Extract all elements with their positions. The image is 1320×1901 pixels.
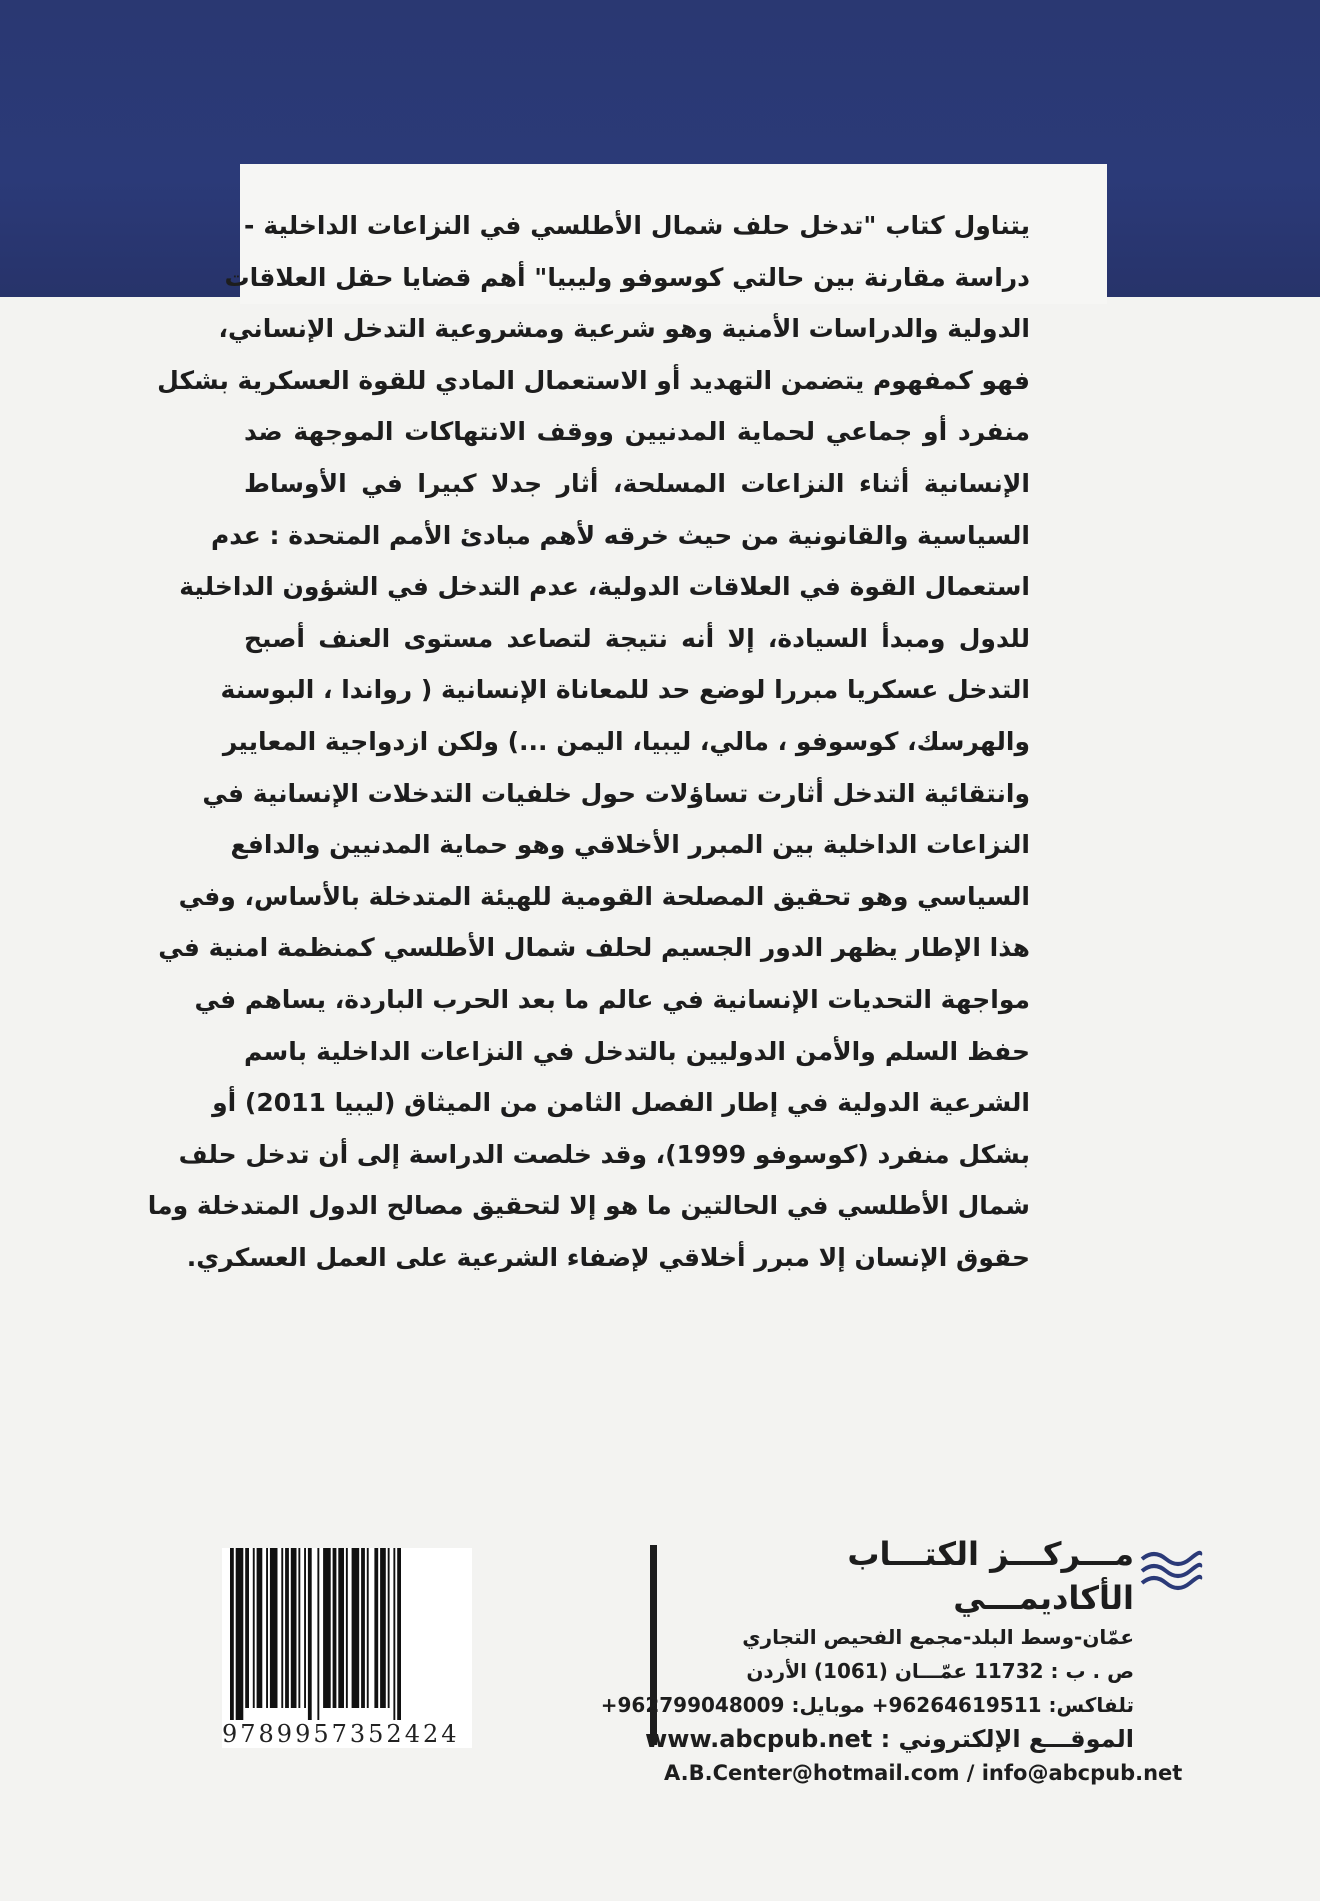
blurb-line: السياسي وهو تحقيق المصلحة القومية للهيئة المتدخلة بالأساس، وفي	[178, 881, 1030, 911]
blurb-line: والهرسك، كوسوفو ، مالي، ليبيا، اليمن ...) ولكن ازدواجية المعايير	[222, 726, 1030, 756]
blurb-line: بشكل منفرد (كوسوفو 1999)، وقد خلصت الدراسة إلى أن تدخل حلف	[178, 1139, 1030, 1169]
blurb-line: فهو كمفهوم يتضمن التهديد أو الاستعمال المادي للقوة العسكرية بشكل	[157, 365, 1030, 395]
barcode-bar	[270, 1548, 278, 1708]
blurb-line: دراسة مقارنة بين حالتي كوسوفو وليبيا" أهم قضايا حقل العلاقات	[224, 262, 1030, 292]
barcode-bar	[361, 1548, 365, 1708]
blurb-line: وانتقائية التدخل أثارت تساؤلات حول خلفيات التدخلات الإنسانية في	[202, 778, 1030, 808]
barcode-bars	[222, 1548, 472, 1720]
waves-icon	[1138, 1545, 1202, 1595]
barcode-bar	[380, 1548, 386, 1708]
website-label: الموقـــع الإلكتروني :	[880, 1725, 1134, 1753]
barcode-bar	[317, 1548, 319, 1720]
barcode-bar	[374, 1548, 378, 1708]
barcode-bar	[338, 1548, 344, 1708]
barcode-bar	[257, 1548, 263, 1708]
barcode-bar	[291, 1548, 297, 1708]
blurb-line: للدول ومبدأ السيادة، إلا أنه نتيجة لتصاعد مستوى العنف أصبح	[244, 623, 1030, 653]
barcode-bar	[245, 1548, 249, 1708]
barcode-bar	[308, 1548, 312, 1720]
blurb-line: استعمال القوة في العلاقات الدولية، عدم التدخل في الشؤون الداخلية	[179, 572, 1030, 602]
barcode-bar	[236, 1548, 244, 1720]
publisher-pobox: ص . ب : 11732 عمّـــان (1061) الأردن	[746, 1659, 1134, 1683]
blurb-line: هذا الإطار يظهر الدور الجسيم لحلف شمال الأطلسي كمنظمة امنية في	[158, 933, 1030, 963]
barcode-bar	[352, 1548, 360, 1708]
barcode-bar	[253, 1548, 255, 1708]
publisher-name: مـــركـــز الكتـــاب الأكاديمـــي	[847, 1535, 1134, 1617]
blurb-line: يتناول كتاب "تدخل حلف شمال الأطلسي في النزاعات الداخلية -	[244, 211, 1030, 240]
barcode-bar	[333, 1548, 337, 1708]
barcode-bar	[346, 1548, 348, 1708]
barcode-bar	[281, 1548, 283, 1708]
barcode-bar	[397, 1548, 401, 1720]
barcode-bar	[304, 1548, 306, 1708]
blurb-line: منفرد أو جماعي لحماية المدنيين ووقف الانتهاكات الموجهة ضد	[244, 417, 1030, 447]
publisher-address: عمّان-وسط البلد-مجمع الفحيص التجاري	[742, 1625, 1134, 1649]
barcode-bar	[393, 1548, 395, 1720]
blurb-line: حفظ السلم والأمن الدوليين بالتدخل في النزاعات الداخلية باسم	[244, 1036, 1030, 1066]
blurb-line: الدولية والدراسات الأمنية وهو شرعية ومشروعية التدخل الإنساني،	[218, 314, 1030, 344]
publisher-website-row	[645, 1722, 1134, 1756]
blurb-line: التدخل عسكريا مبررا لوضع حد للمعاناة الإنسانية ( رواندا ، البوسنة	[220, 675, 1030, 705]
barcode-bar	[230, 1548, 234, 1720]
blurb-line: مواجهة التحديات الإنسانية في عالم ما بعد الحرب الباردة، يساهم في	[194, 984, 1030, 1014]
blurb-line: الشرعية الدولية في إطار الفصل الثامن من الميثاق (ليبيا 2011) أو	[212, 1088, 1030, 1118]
blurb-line: النزاعات الداخلية بين المبرر الأخلاقي وهو حماية المدنيين والدافع	[230, 830, 1030, 860]
isbn-number: 9789957352424	[222, 1720, 460, 1748]
publisher-info	[600, 1532, 1183, 1790]
publisher-emails[interactable]: A.B.Center@hotmail.com / info@abcpub.net	[664, 1761, 1183, 1785]
barcode-bar	[285, 1548, 289, 1708]
barcode-bar	[367, 1548, 369, 1708]
publisher-phone: تلفاكس: 96264619511+ موبايل: 962799048009+	[600, 1693, 1134, 1717]
barcode-bar	[388, 1548, 390, 1708]
blurb-line: شمال الأطلسي في الحالتين ما هو إلا لتحقيق مصالح الدول المتدخلة وما	[147, 1191, 1030, 1221]
website-link[interactable]: www.abcpub.net	[645, 1725, 873, 1753]
blurb-line: حقوق الإنسان إلا مبرر أخلاقي لإضفاء الشرعية على العمل العسكري.	[186, 1242, 1030, 1272]
barcode-bar	[323, 1548, 331, 1708]
blurb-line: السياسية والقانونية من حيث خرقه لأهم مبادئ الأمم المتحدة : عدم	[210, 520, 1030, 550]
barcode-bar	[298, 1548, 300, 1708]
blurb-text	[147, 200, 1030, 1283]
barcode-bar	[266, 1548, 268, 1708]
isbn-barcode	[222, 1548, 472, 1748]
blurb-line: الإنسانية أثناء النزاعات المسلحة، أثار جدلا كبيرا في الأوساط	[244, 468, 1030, 498]
